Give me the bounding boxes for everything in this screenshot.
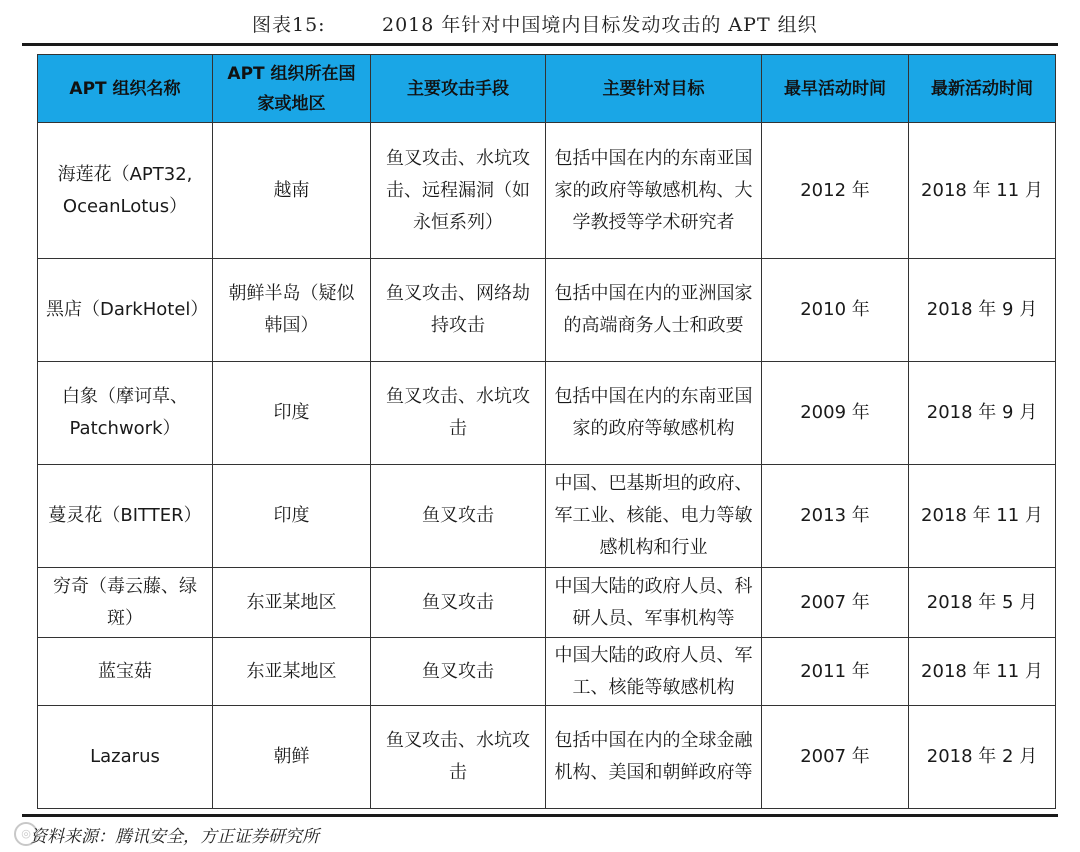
header-cell: APT 组织所在国家或地区 <box>213 55 371 123</box>
table-row <box>38 465 1056 568</box>
cell-last-seen: 2018 年 11 月 <box>909 465 1056 568</box>
cell-target: 包括中国在内的亚洲国家的高端商务人士和政要 <box>546 259 762 362</box>
cell-attack-method: 鱼叉攻击、水坑攻击 <box>371 706 546 809</box>
cell-last-seen: 2018 年 9 月 <box>909 362 1056 465</box>
cell-first-seen: 2013 年 <box>762 465 909 568</box>
cell-org-name: 海莲花（APT32, OceanLotus） <box>38 123 213 259</box>
table-row <box>38 706 1056 809</box>
cell-org-name: Lazarus <box>38 706 213 809</box>
header-cell: 主要针对目标 <box>546 55 762 123</box>
table-row <box>38 362 1056 465</box>
header-row <box>38 55 1056 123</box>
figure-caption <box>0 0 1080 44</box>
cell-last-seen: 2018 年 11 月 <box>909 638 1056 706</box>
apt-table <box>37 54 1056 809</box>
table-row <box>38 259 1056 362</box>
cell-attack-method: 鱼叉攻击 <box>371 568 546 638</box>
cell-first-seen: 2007 年 <box>762 568 909 638</box>
cell-target: 中国大陆的政府人员、军工、核能等敏感机构 <box>546 638 762 706</box>
cell-country: 印度 <box>213 465 371 568</box>
cell-attack-method: 鱼叉攻击 <box>371 465 546 568</box>
top-rule <box>22 43 1058 46</box>
cell-org-name: 蔓灵花（BITTER） <box>38 465 213 568</box>
header-cell: 主要攻击手段 <box>371 55 546 123</box>
figure-label: 图表15: <box>252 14 326 36</box>
cell-target: 中国、巴基斯坦的政府、军工业、核能、电力等敏感机构和行业 <box>546 465 762 568</box>
cell-first-seen: 2011 年 <box>762 638 909 706</box>
cell-first-seen: 2009 年 <box>762 362 909 465</box>
cell-org-name: 黑店（DarkHotel） <box>38 259 213 362</box>
watermark-logo-icon: ◎ <box>14 822 38 846</box>
cell-attack-method: 鱼叉攻击、水坑攻击 <box>371 362 546 465</box>
cell-country: 越南 <box>213 123 371 259</box>
header-cell: APT 组织名称 <box>38 55 213 123</box>
bottom-rule <box>22 814 1058 817</box>
cell-attack-method: 鱼叉攻击、水坑攻击、远程漏洞（如永恒系列） <box>371 123 546 259</box>
table-row <box>38 123 1056 259</box>
cell-org-name: 蓝宝菇 <box>38 638 213 706</box>
cell-attack-method: 鱼叉攻击 <box>371 638 546 706</box>
source-note: 资料来源：腾讯安全，方正证券研究所 <box>30 827 319 847</box>
cell-country: 东亚某地区 <box>213 638 371 706</box>
cell-first-seen: 2007 年 <box>762 706 909 809</box>
cell-country: 印度 <box>213 362 371 465</box>
cell-target: 包括中国在内的全球金融机构、美国和朝鲜政府等 <box>546 706 762 809</box>
cell-target: 包括中国在内的东南亚国家的政府等敏感机构、大学教授等学术研究者 <box>546 123 762 259</box>
cell-country: 朝鲜 <box>213 706 371 809</box>
header-cell: 最早活动时间 <box>762 55 909 123</box>
cell-org-name: 白象（摩诃草、Patchwork） <box>38 362 213 465</box>
cell-target: 包括中国在内的东南亚国家的政府等敏感机构 <box>546 362 762 465</box>
cell-country: 东亚某地区 <box>213 568 371 638</box>
table-row <box>38 568 1056 638</box>
cell-target: 中国大陆的政府人员、科研人员、军事机构等 <box>546 568 762 638</box>
cell-last-seen: 2018 年 9 月 <box>909 259 1056 362</box>
cell-first-seen: 2010 年 <box>762 259 909 362</box>
cell-last-seen: 2018 年 2 月 <box>909 706 1056 809</box>
cell-country: 朝鲜半岛（疑似韩国） <box>213 259 371 362</box>
cell-org-name: 穷奇（毒云藤、绿斑） <box>38 568 213 638</box>
figure-title: 2018 年针对中国境内目标发动攻击的 APT 组织 <box>382 14 818 36</box>
cell-attack-method: 鱼叉攻击、网络劫持攻击 <box>371 259 546 362</box>
header-cell: 最新活动时间 <box>909 55 1056 123</box>
cell-first-seen: 2012 年 <box>762 123 909 259</box>
table-row <box>38 638 1056 706</box>
cell-last-seen: 2018 年 11 月 <box>909 123 1056 259</box>
cell-last-seen: 2018 年 5 月 <box>909 568 1056 638</box>
